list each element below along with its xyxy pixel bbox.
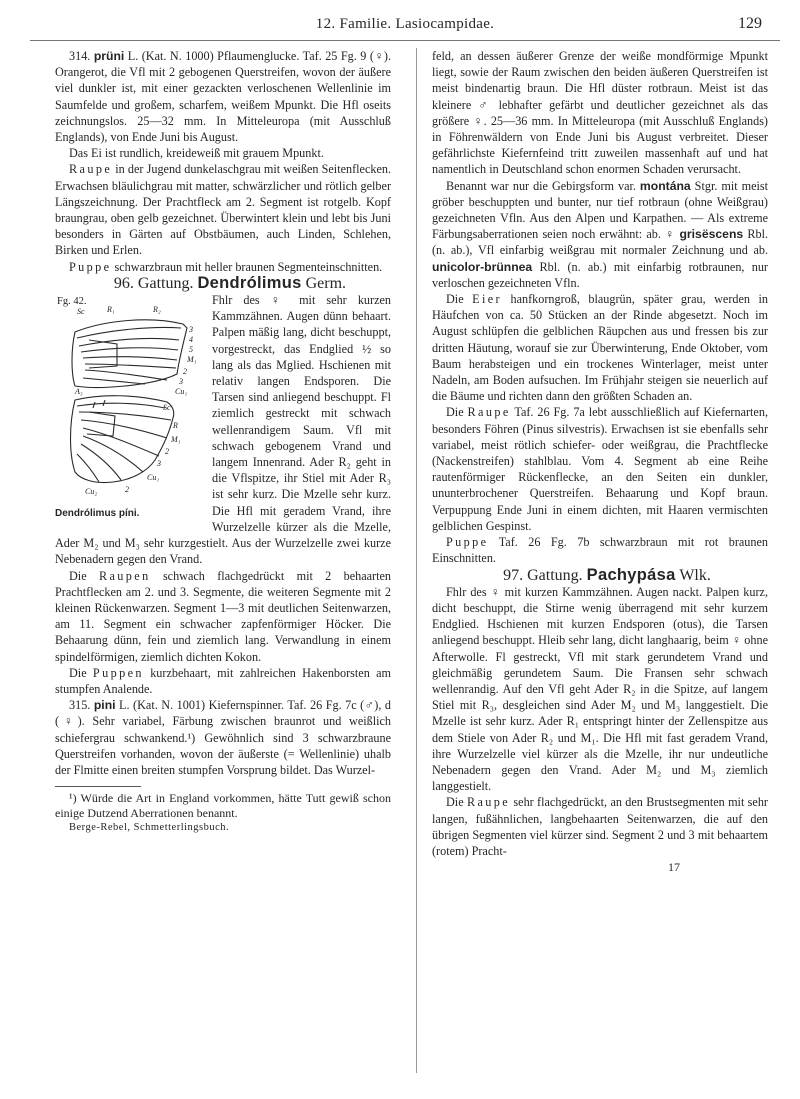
caterpillar-paragraph-97: Die Raupe sehr flachgedrückt, an den Brustsegmenten mit sehr langen, fußähnlichen, langbehaarten Seitenwarzen, die auf den übrigen Segmenten viel kürzer sind. Segment 2 und 3 mit behaartem (rotem) Pracht-	[432, 795, 768, 858]
caterpillar-paragraph: Raupe in der Jugend dunkelaschgrau mit weißen Seitenflecken. Erwachsen bläulichgrau mit matter, schwärzlicher und rötlich gelber Längszeichnung. Der Prachtfleck am 2. Segment ist rotgelb. Kopf braungrau, oben gelb gezeichnet. Überwintert klein und lebt bis Juni besonders in Gärten auf Obstbäumen, auch Linden, Schlehen, Birken und Erlen.	[55, 162, 391, 258]
entry-315: 315. pini L. (Kat. N. 1001) Kiefernspinner. Taf. 26 Fg. 7c (♂), d (♀). Sehr variabel, Färbung zwischen braunrot und weißlich schiefergrau schwankend.¹) Gewöhnlich sind 3 schwarzbraune Querstreifen vorhanden, wovon der äußerste (= Wellenlinie) uhalb der Flmitte einen breiten stumpfen Vorsprung bildet. Das Wurzel-	[55, 698, 392, 777]
pupae-paragraph-96: Die Puppen kurzbehaart, mit zahlreichen Hakenborsten am stumpfen Analende.	[55, 665, 391, 696]
svg-text:Sc: Sc	[163, 403, 171, 413]
svg-text:R₁: R₁	[107, 305, 115, 315]
svg-text:M₁: M₁	[171, 435, 181, 445]
svg-text:A₃: A₃	[75, 387, 83, 397]
svg-text:5: 5	[189, 345, 193, 355]
entry-314: 314. prüni L. (Kat. N. 1000) Pflaumenglucke. Taf. 25 Fg. 9 (♀). Orangerot, die Vfl mit 2 gebogenen Querstreifen, wovon der äußere viel dunkler ist, mit einer gezackten verloschenen Wellenlinie im Saumfelde und großem, scharfem, weißem Mpunkt. Die Hfl oseits zeichnungslos. 25—32 mm. In Mitteleuropa (mit Ausschluß Englands), von Ende Juni bis August.	[55, 49, 392, 145]
page-number: 129	[738, 15, 762, 32]
egg-paragraph: Das Ei ist rundlich, kreideweiß mit grauem Mpunkt.	[69, 146, 324, 161]
signature-mark: 17	[668, 860, 680, 875]
pini-forms-paragraph: Benannt war nur die Gebirgsform var. montána Stgr. mit meist gröber beschuppten und bunter, nur tief rotbraun (ohne Weißgrau) gezeichneten Vfln. Aus den Alpen und Karpathen. — Als extreme Färbungsaberrationen seien noch erwähnt: ab. ♀ grisëscens Rbl. (n. ab.), Vfl einfarbig weißgrau mit normaler Zeichnung und ab. unicolor-brünnea Rbl. (n. ab.) mit einfarbig rotbraunen, nur verloschen gezeichneten Vfln.	[432, 178, 768, 290]
eggs-paragraph: Die Eier hanfkorngroß, blaugrün, später grau, werden in Häufchen von ca. 50 Stücken an der Rinde abgesetzt. Noch im August schlüpfen die gelblichen Räupchen aus und fressen bis zur dritten Häutung, worauf sie zur Überwinterung, Ende Oktober, vom Baum herabsteigen und ein trockenes Winterlager, meist unter Nadeln, am Boden aufsuchen. Im Frühjahr steigen sie neuerlich auf die Bäume und richten dann den größten Schaden an.	[432, 292, 768, 404]
genus-description-97: Fhlr des ♀ mit kurzen Kammzähnen. Augen nackt. Palpen kurz, dicht beschuppt, die Stirne wenig überragend mit sehr kurzem Endglied. Hschienen mit kurzen Endsporen (otus), die Tarsen anliegend beschuppt. Hleib sehr lang, dicht langhaarig, beim ♀ ohne Afterwolle. Fl gestreckt, Vfl mit stark gerundetem Vrand und gleichmäßig gerundetem Saum. Die Fransen sehr schwach wellenrandig. Auf den Vfl geht Ader R₂ in die Spitze, auf langem Stiel mit R₃, desgleichen sind Ader M₂ und M₃ langgestielt. Die Mzelle ist sehr kurz. Ader R₁ entspringt hinter der Zellenspitze aus dem Stiele von Ader R₂ und M₁. Die Hfl mit fast geradem Vrand, ihre Wurzelzelle viel kürzer als die Mzelle, ihr nur undeutliche Nebenadern gegen den Vrand. Ader M₂ und M₃ ziemlich langgestielt.	[432, 584, 768, 794]
footnote-rule	[55, 786, 141, 787]
svg-text:2: 2	[125, 485, 129, 495]
figure-label: Fg. 42.	[57, 296, 87, 308]
wing-venation-figure	[55, 294, 202, 522]
left-column	[55, 48, 391, 836]
svg-text:Cu₁: Cu₁	[147, 473, 160, 483]
svg-text:Cu₂: Cu₂	[85, 487, 98, 497]
svg-text:R: R	[173, 421, 178, 431]
caterpillars-paragraph-96: Die Raupen schwach flachgedrückt mit 2 behaarten Prachtflecken am 2. und 3. Segmente, die weiteren Segmente mit 2 kleinen Rückenwarzen. Segment 1—3 mit deutlichen Seitenwarzen, am 11. Segment ein schwacher zapfenförmiger Höcker. Die Behaarung dünn, fein und ziemlich lang. Verwandlung in einem spindelförmigen, ziemlich dichten Kokon.	[55, 568, 391, 664]
figure-caption: Dendrólimus píni.	[55, 507, 140, 519]
svg-text:4: 4	[189, 335, 193, 345]
running-title: 12. Familie. Lasiocampidae.	[315, 16, 495, 32]
svg-text:Cu₁: Cu₁	[175, 387, 188, 397]
svg-text:M₁: M₁	[187, 355, 197, 365]
svg-text:3: 3	[189, 325, 193, 335]
pini-pupa-paragraph: Puppe Taf. 26 Fg. 7b schwarzbraun mit rot braunen Einschnitten.	[432, 535, 768, 566]
species-name-pini: pini	[93, 698, 116, 713]
right-column	[432, 48, 768, 875]
genus-description-96: Fg. 42. Sc R₁ R₂ 3 4 5 M₁ 2 3 Cu₁ Sc R M₁ 2 3 Cu₁ 2 Cu₂ A₃ Dendrólimus píni. Fhlr des ♀ mit sehr kurzen Kammzähnen. Augen dünn behaart. Palpen mäßig lang, dicht beschuppt, vorgestreckt, das Endglied ½ so lang als das Mglied. Hschienen mit relativ langen Endsporen. Die Tarsen sind anliegend beschuppt. Fl ziemlich gestreckt mit schwach wellenrandigem Saum. Vfl mit schwach gebogenem Vrand und langem Innenrand. Ader R₂ geht in die Vflspitze, ihr Stiel mit Ader R₃ ist sehr kurz. Die Mzelle sehr kurz. Die Hfl mit geradem Vrand, ihre Wurzelzelle kürzer als die Mzelle, Ader M₂ und M₃ sehr kurzgestielt. Aus der Wurzelzelle zwei kurze Nebenadern gegen den Vrand.	[55, 293, 391, 567]
svg-text:Sc: Sc	[77, 307, 85, 317]
printer-line: Berge-Rebel, Schmetterlingsbuch.	[69, 822, 230, 834]
svg-text:3: 3	[179, 377, 183, 387]
svg-text:R₂: R₂	[153, 305, 161, 315]
footnote: ¹) Würde die Art in England vorkommen, hätte Tutt gewiß schon einige Dutzend Aberrationen benannt.	[55, 791, 391, 820]
section-heading-97: 97. Gattung. Pachypása Wlk.	[503, 565, 711, 584]
wing-venation-drawing	[55, 294, 202, 504]
section-heading-96: 96. Gattung. Dendrólimus Germ.	[113, 273, 347, 292]
svg-text:2: 2	[165, 447, 169, 457]
svg-text:2: 2	[183, 367, 187, 377]
species-name-pruni: prüni	[93, 49, 125, 63]
pupa-paragraph: Puppe schwarzbraun mit heller braunen Segmenteinschnitten.	[69, 259, 383, 274]
page-header	[30, 10, 780, 41]
column-divider	[416, 48, 417, 1073]
pini-caterpillar-paragraph: Die Raupe Taf. 26 Fg. 7a lebt ausschließlich auf Kiefernarten, besonders Föhren (Pinus silvestris). Erwachsen ist sie ebenfalls sehr variabel, meist rötlich schiefer- oder weißgrau, die Prachtflecke (Nackenstreifen) stahlblau. Vom 4. Segment ab eine Reihe rautenförmiger Rückenflecke, an den Seiten ein dunkler, ununterbrochener Querstreifen. Behaarung und Kopf braun. Verpuppung Ende Juni in einem dichten, mit Haaren vermischten gelblichen Gespinst.	[432, 405, 768, 533]
pini-continued: feld, an dessen äußerer Grenze der weiße mondförmige Mpunkt liegt, sowie der Raum zwischen den beiden äußeren Querstreifen ist meist bindenartig braun. Die Hfl düster rotbraun. Meist ist das kleinere ♂ lebhafter gefärbt und deutlicher gezeichnet als das größere ♀. 25—36 mm. In Mitteleuropa (mit Ausschluß Englands) in Föhrenwäldern von Ende Juni bis August verbreitet. Dieser gefährlichste Kiefernfeind tritt zuweilen massenhaft auf und hat namentlich in Deutschland schon enormen Schaden verursacht.	[432, 49, 768, 177]
svg-text:3: 3	[157, 459, 161, 469]
